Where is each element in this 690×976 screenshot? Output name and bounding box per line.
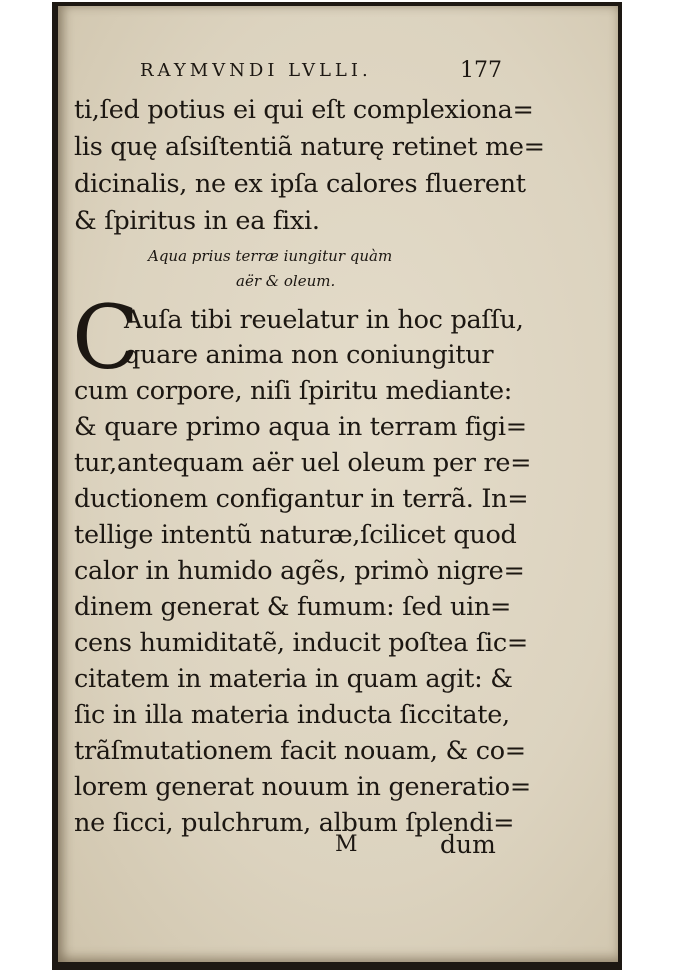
- signature-mark: M: [335, 832, 358, 857]
- text-line: dicinalis, ne ex ipſa calores fluerent: [74, 169, 526, 199]
- text-line: cum corpore, niſi ſpiritu mediante:: [74, 376, 513, 406]
- text-line: Auſa tibi reuelatur in hoc paſſu,: [124, 305, 524, 335]
- text-line: citatem in materia in quam agit: &: [74, 664, 513, 694]
- drop-cap-initial: C: [72, 286, 140, 389]
- text-line: lorem generat nouum in generatio=: [74, 772, 531, 802]
- text-line: lis quę aſsiſtentiã naturę retinet me=: [74, 132, 545, 162]
- text-line: tur,antequam aër uel oleum per re=: [74, 448, 532, 478]
- text-line: calor in humido agẽs, primò nigre=: [74, 556, 525, 586]
- text-line: ne ſicci, pulchrum, album ſplendi=: [74, 808, 515, 838]
- text-line: & quare primo aqua in terram figi=: [74, 412, 527, 442]
- text-line: quare anima non coniungitur: [124, 340, 494, 370]
- marginal-caption: Aqua prius terræ iungitur quàm: [148, 247, 393, 265]
- catchword: dum: [440, 830, 496, 859]
- text-line: ſic in illa materia inducta ſiccitate,: [74, 700, 510, 730]
- text-line: tellige intentũ naturæ,ſcilicet quod: [74, 520, 517, 550]
- text-line: dinem generat & fumum: ſed uin=: [74, 592, 512, 622]
- text-line: cens humiditatẽ, inducit poſtea ſic=: [74, 628, 528, 658]
- text-line: trãſmutationem facit nouam, & co=: [74, 736, 526, 766]
- text-line: & ſpiritus in ea fixi.: [74, 206, 320, 236]
- marginal-caption: aër & oleum.: [236, 272, 336, 290]
- page-number: 177: [460, 58, 502, 83]
- text-line: ti,ſed potius ei qui eſt complexiona=: [74, 95, 534, 125]
- text-line: ductionem configantur in terrã. In=: [74, 484, 529, 514]
- running-title: RAYMVNDI LVLLI.: [140, 60, 372, 81]
